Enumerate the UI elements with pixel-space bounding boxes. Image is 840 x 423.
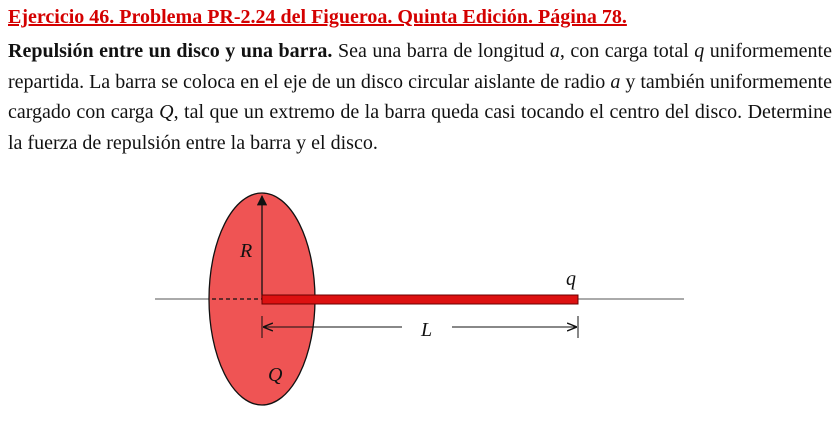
exercise-title: Ejercicio 46. Problema PR-2.24 del Figueroa. Quinta Edición. Página 78. (8, 6, 627, 28)
label-R: R (240, 240, 253, 262)
variable-q: q (694, 40, 705, 62)
variable-Q: Q (159, 101, 174, 123)
label-q: q (566, 268, 576, 290)
text-segment: uniformemente repartida. La barra se coloca en el eje de un disco circular aislante de radio (8, 40, 832, 93)
text-segment: Sea una barra de longitud (332, 40, 550, 62)
problem-heading: Repulsión entre un disco y una barra. (8, 40, 333, 62)
label-Q: Q (268, 364, 283, 386)
text-segment: , tal que un extremo de la barra queda casi tocando el centro del disco. Determine la fuerza de repulsión entre la barra y el disco. (8, 101, 832, 154)
text-segment: y también uniformemente cargado con carga (8, 70, 832, 123)
variable-a: a (549, 40, 560, 62)
text-segment: , con carga total (559, 40, 695, 62)
variable-a: a (610, 70, 621, 93)
charged-rod (262, 295, 578, 304)
label-L: L (421, 319, 433, 341)
